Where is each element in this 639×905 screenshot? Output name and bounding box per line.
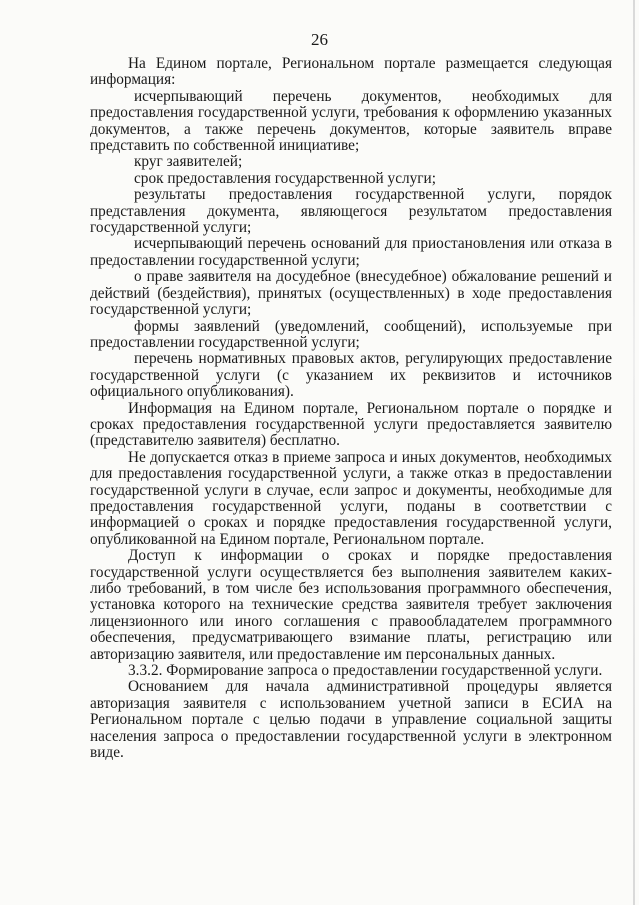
list-item-deadline: срок предоставления государственной услуги; <box>134 169 436 187</box>
list-item-appeal-rights: о праве заявителя на досудебное (внесудебное) обжалование решений и действий (бездействия), принятых (осуществленных) в ходе предоставления государственной услуги; <box>90 268 612 319</box>
paragraph-intro: На Едином портале, Региональном портале размещается следующая информация: <box>90 55 612 89</box>
paragraph-no-refusal: Не допускается отказ в приеме запроса и иных документов, необходимых для предоставления государственной услуги, а также отказ в предоставлении государственной услуги в случае, если запрос и документы, необходимые для предоставления государственной услуги, поданы в соответствии с информацией о сроках и порядке предоставления государственной услуги, опубликованной на Едином портале, Региональном портале. <box>90 448 612 548</box>
list-item-applicants: круг заявителей; <box>134 153 243 171</box>
section-heading-3-3-2: 3.3.2. Формирование запроса о предоставлении государственной услуги. <box>128 662 603 680</box>
list-item-forms: формы заявлений (уведомлений, сообщений), используемые при предоставлении государственной услуги; <box>90 317 612 351</box>
list-item-results: результаты предоставления государственной услуги, порядок представления документа, являющегося результатом предоставления государственной услуги; <box>90 186 612 237</box>
paragraph-access: Доступ к информации о сроках и порядке предоставления государственной услуги осуществляется без выполнения заявителем каких-либо требований, в том числе без использования программного обеспечения, установка которого на технические средства заявителя требует заключения лицензионного или иного соглашения с правообладателем программного обеспечения, предусматривающего взимание платы, регистрацию или авторизацию заявителя, или предоставление им персональных данных. <box>90 547 612 663</box>
paragraph-basis: Основанием для начала административной процедуры является авторизация заявителя с использованием учетной записи в ЕСИА на Региональном портале с целью подачи в управление социальной защиты населения запроса о предоставлении государственной услуги в электронном виде. <box>90 678 612 762</box>
paragraph-free-info: Информация на Едином портале, Региональном портале о порядке и сроках предоставления государственной услуги предоставляется заявителю (представителю заявителя) бесплатно. <box>90 399 612 450</box>
page-number: 26 <box>311 30 328 49</box>
document-body <box>90 56 612 761</box>
list-item-refusal-grounds: исчерпывающий перечень оснований для приостановления или отказа в предоставлении государственной услуги; <box>90 235 612 269</box>
list-item-documents: исчерпывающий перечень документов, необходимых для предоставления государственной услуги, требования к оформлению указанных документов, а также перечень документов, которые заявитель вправе представить по собственной инициативе; <box>90 87 612 155</box>
list-item-legal-acts: перечень нормативных правовых актов, регулирующих предоставление государственной услуги (с указанием их реквизитов и источников официального опубликования). <box>90 350 612 401</box>
scan-edge <box>633 0 635 905</box>
